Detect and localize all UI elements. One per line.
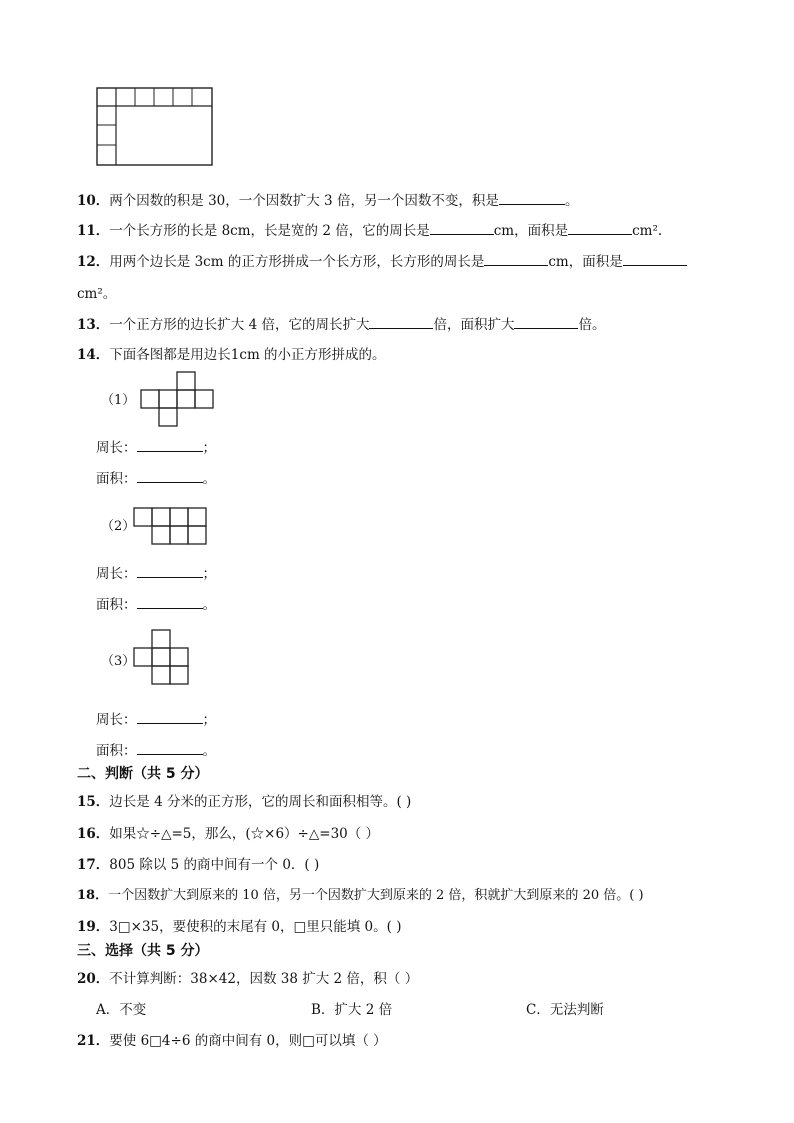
figure-3-label: （3） xyxy=(101,654,136,669)
question-10: 10．两个因数的积是 30，一个因数扩大 3 倍，另一个因数不变，积是 。 xyxy=(77,193,579,209)
answer-blank[interactable] xyxy=(137,742,203,755)
figure-2-area: 面积： 。 xyxy=(96,597,216,613)
top-border-grid-figure xyxy=(96,86,216,168)
answer-blank[interactable] xyxy=(137,439,203,452)
answer-blank[interactable] xyxy=(137,711,203,724)
figure-1-shape xyxy=(140,371,220,429)
question-12: 12．用两个边长是 3cm 的正方形拼成一个长方形，长方形的周长是 cm，面积是 xyxy=(77,250,687,270)
question-20: 20．不计算判断：38×42，因数 38 扩大 2 倍，积（ ） xyxy=(77,971,419,987)
figure-2-perimeter: 周长： ； xyxy=(96,566,216,582)
answer-blank[interactable] xyxy=(623,253,687,266)
answer-blank[interactable] xyxy=(137,596,203,609)
figure-1-area: 面积： 。 xyxy=(96,471,216,487)
answer-blank[interactable] xyxy=(484,253,548,266)
answer-blank[interactable] xyxy=(568,222,632,235)
option-b[interactable]: B．扩大 2 倍 xyxy=(311,1002,393,1018)
figure-1-label: （1） xyxy=(101,393,136,408)
figure-3-area: 面积： 。 xyxy=(96,743,216,759)
figure-2-label: （2） xyxy=(101,519,136,534)
answer-blank[interactable] xyxy=(499,192,565,205)
question-16: 16．如果☆÷△=5，那么，(☆×6）÷△=30（ ） xyxy=(77,826,380,842)
question-14: 14．下面各图都是用边长1cm 的小正方形拼成的。 xyxy=(77,347,386,363)
figure-2-shape xyxy=(133,507,213,547)
section-2-title: 二、判断（共 5 分） xyxy=(77,766,209,782)
question-17: 17．805 除以 5 的商中间有一个 0．( ) xyxy=(77,857,320,873)
answer-blank[interactable] xyxy=(430,222,494,235)
question-15: 15．边长是 4 分米的正方形，它的周长和面积相等。( ) xyxy=(77,794,412,810)
question-11: 11．一个长方形的长是 8cm，长是宽的 2 倍，它的周长是 cm，面积是 cm². xyxy=(77,223,663,239)
answer-blank[interactable] xyxy=(137,565,203,578)
question-21: 21．要使 6□4÷6 的商中间有 0，则□可以填（ ） xyxy=(77,1033,387,1049)
question-18: 18．一个因数扩大到原来的 10 倍，另一个因数扩大到原来的 2 倍，积就扩大到原来的 20 倍。( ) xyxy=(77,888,644,903)
question-19: 19．3□×35，要使积的末尾有 0，□里只能填 0。( ) xyxy=(77,919,402,935)
figure-3-perimeter: 周长： ； xyxy=(96,712,216,728)
answer-blank[interactable] xyxy=(137,470,203,483)
figure-3-shape xyxy=(133,629,195,689)
question-13: 13．一个正方形的边长扩大 4 倍，它的周长扩大 倍，面积扩大 倍。 xyxy=(77,317,606,333)
answer-blank[interactable] xyxy=(514,316,578,329)
option-a[interactable]: A．不变 xyxy=(96,1002,147,1018)
figure-1-perimeter: 周长： ； xyxy=(96,440,216,456)
section-3-title: 三、选择（共 5 分） xyxy=(77,943,209,959)
question-12-continued: cm²。 xyxy=(77,286,117,302)
option-c[interactable]: C．无法判断 xyxy=(526,1002,604,1018)
answer-blank[interactable] xyxy=(369,316,433,329)
